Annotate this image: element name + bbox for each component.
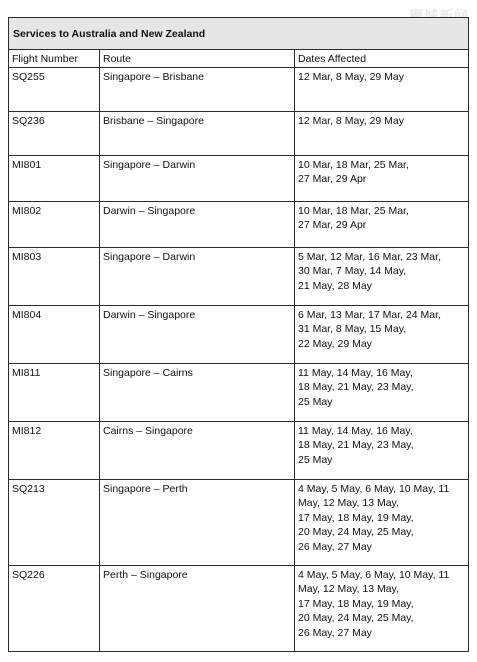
flight-number-cell: MI812 — [9, 421, 100, 479]
dates-affected-cell — [295, 111, 469, 155]
table-header-row — [9, 50, 469, 68]
dates-line: 12 Mar, 8 May, 29 May — [298, 114, 405, 127]
dates-affected-cell — [295, 201, 469, 247]
dates-affected-cell — [295, 247, 469, 305]
dates-line: 25 May — [298, 453, 333, 466]
dates-line: 31 Mar, 8 May, 15 May, — [298, 323, 407, 335]
dates-line: 17 May, 18 May, 19 May, — [298, 511, 414, 524]
dates-line: 27 Mar, 29 Apr — [298, 173, 367, 185]
route-cell: Singapore – Darwin — [100, 155, 295, 201]
dates-line: May, 12 May, 13 May, — [298, 497, 399, 509]
route-cell: Singapore – Perth — [100, 479, 295, 565]
dates-affected-cell — [295, 565, 469, 651]
header-dates-affected: Dates Affected — [295, 50, 469, 68]
table-row — [9, 565, 469, 651]
table-body — [9, 67, 469, 651]
dates-affected-cell — [295, 363, 469, 421]
table-row — [9, 111, 469, 155]
dates-line: 12 Mar, 8 May, 29 May — [298, 70, 405, 83]
route-cell: Singapore – Brisbane — [100, 67, 295, 111]
dates-line: 20 May, 24 May, 25 May, — [298, 526, 414, 538]
route-cell: Brisbane – Singapore — [100, 111, 295, 155]
flight-number-cell: SQ255 — [9, 67, 100, 111]
dates-line: 4 May, 5 May, 6 May, 10 May, 11 — [298, 482, 450, 495]
header-route: Route — [100, 50, 295, 68]
route-cell: Singapore – Cairns — [100, 363, 295, 421]
table-row — [9, 155, 469, 201]
header-flight-number: Flight Number — [9, 50, 100, 68]
route-cell: Darwin – Singapore — [100, 201, 295, 247]
dates-affected-cell — [295, 155, 469, 201]
dates-line: 26 May, 27 May — [298, 626, 372, 639]
flight-number-cell: MI811 — [9, 363, 100, 421]
dates-affected-cell — [295, 479, 469, 565]
flight-number-cell: MI804 — [9, 305, 100, 363]
route-cell: Cairns – Singapore — [100, 421, 295, 479]
dates-line: 18 May, 21 May, 23 May, — [298, 439, 414, 451]
dates-line: 20 May, 24 May, 25 May, — [298, 612, 414, 624]
dates-line: May, 12 May, 13 May, — [298, 583, 399, 595]
dates-line: 4 May, 5 May, 6 May, 10 May, 11 — [298, 568, 450, 581]
dates-affected-cell — [295, 305, 469, 363]
dates-line: 25 May — [298, 395, 333, 408]
dates-line: 17 May, 18 May, 19 May, — [298, 597, 414, 610]
dates-line: 11 May, 14 May, 16 May, — [298, 366, 413, 379]
dates-line: 18 May, 21 May, 23 May, — [298, 381, 414, 393]
dates-line: 21 May, 28 May — [298, 279, 372, 292]
table-row — [9, 247, 469, 305]
dates-line: 27 Mar, 29 Apr — [298, 219, 367, 231]
dates-line: 10 Mar, 18 Mar, 25 Mar, — [298, 158, 409, 171]
table-title-row — [9, 18, 469, 50]
flights-table — [8, 17, 469, 652]
table-row — [9, 363, 469, 421]
dates-line: 6 Mar, 13 Mar, 17 Mar, 24 Mar, — [298, 308, 441, 321]
flight-number-cell: SQ213 — [9, 479, 100, 565]
table-row — [9, 421, 469, 479]
dates-line: 30 Mar, 7 May, 14 May, — [298, 265, 407, 277]
route-cell: Singapore – Darwin — [100, 247, 295, 305]
dates-line: 11 May, 14 May, 16 May, — [298, 424, 413, 437]
flight-number-cell: MI802 — [9, 201, 100, 247]
table-row — [9, 67, 469, 111]
table-row — [9, 201, 469, 247]
flight-number-cell: SQ226 — [9, 565, 100, 651]
table-row — [9, 305, 469, 363]
table-row — [9, 479, 469, 565]
dates-affected-cell — [295, 421, 469, 479]
flight-number-cell: SQ236 — [9, 111, 100, 155]
flight-number-cell: MI801 — [9, 155, 100, 201]
dates-line: 22 May, 29 May — [298, 337, 372, 350]
route-cell: Perth – Singapore — [100, 565, 295, 651]
dates-line: 10 Mar, 18 Mar, 25 Mar, — [298, 204, 409, 217]
dates-line: 26 May, 27 May — [298, 540, 372, 553]
table-title: Services to Australia and New Zealand — [9, 18, 469, 50]
dates-line: 5 Mar, 12 Mar, 16 Mar, 23 Mar, — [298, 250, 441, 263]
flight-number-cell: MI803 — [9, 247, 100, 305]
route-cell: Darwin – Singapore — [100, 305, 295, 363]
dates-affected-cell — [295, 67, 469, 111]
